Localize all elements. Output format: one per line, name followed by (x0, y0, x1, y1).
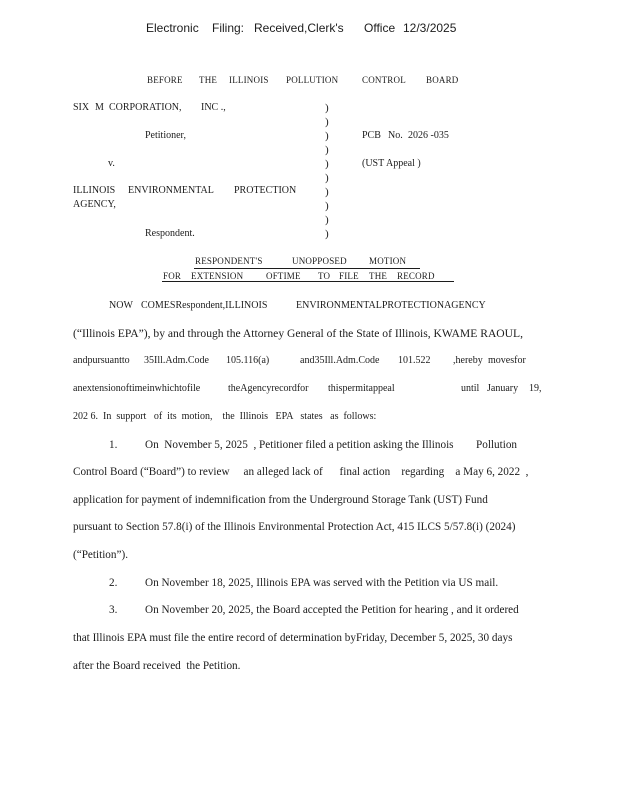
respondent-name: PROTECTION (234, 185, 297, 196)
intro-text: thispermitappeal (328, 383, 395, 394)
petitioner-label: Petitioner, (145, 130, 186, 141)
paragraph-text: that Illinois EPA must file the entire record of determination byFriday, December 5, 2025, 30 days (73, 632, 513, 644)
intro-text: COMESRespondent,ILLINOIS (141, 300, 268, 311)
paragraph-text: Pollution (476, 439, 518, 451)
case-number-no: No. (388, 130, 403, 141)
intro-text: anextensionoftimeinwhichtofile (73, 383, 201, 394)
motion-title-word: EXTENSION (191, 271, 244, 281)
intro-text: ,hereby (453, 355, 483, 366)
paragraph-text: pursuant to Section 57.8(i) of the Illinois Environmental Protection Act, 415 ILCS 5/57.8(i) (2024) (73, 521, 516, 533)
petitioner-name: SIX (73, 102, 90, 113)
filing-header-electronic: Electronic (146, 21, 199, 35)
motion-title-word: OFTIME (266, 271, 301, 281)
petitioner-name: M (95, 102, 104, 113)
board-title-word: BOARD (426, 75, 459, 85)
board-title-word: ILLINOIS (229, 75, 269, 85)
paragraph-text: On November 18, 2025, Illinois EPA was served with the Petition via US mail. (145, 577, 499, 589)
case-number-value: 2026 -035 (408, 130, 449, 141)
paragraph-number: 1. (109, 439, 118, 451)
motion-title-word: UNOPPOSED (292, 256, 347, 266)
paragraph-text: application for payment of indemnification from the Underground Storage Tank (UST) Fund (73, 494, 488, 506)
caption-paren: ) (325, 200, 329, 212)
caption-paren: ) (325, 228, 329, 240)
intro-text: until (461, 383, 480, 394)
filing-header-received: Received,Clerk's (254, 21, 344, 35)
intro-text: (“Illinois EPA”), by and through the Attorney General of the State of Illinois, KWAME RAOUL, (73, 327, 524, 340)
respondent-name: ILLINOIS (73, 185, 116, 196)
case-type: (UST Appeal ) (362, 158, 421, 169)
case-number-pcb: PCB (362, 130, 381, 141)
caption-paren: ) (325, 144, 329, 156)
paragraph-text: after the Board received the Petition. (73, 660, 241, 672)
intro-text: 101.522 (398, 355, 431, 366)
motion-title-word: RECORD (397, 271, 435, 281)
intro-text: theAgencyrecordfor (228, 383, 309, 394)
petitioner-name: INC ., (201, 102, 226, 113)
intro-text: 202 6. In support of its motion, the Illinois EPA states as follows: (73, 411, 377, 422)
respondent-label: Respondent. (145, 228, 195, 239)
motion-title-word: MOTION (369, 256, 407, 266)
caption-paren: ) (325, 172, 329, 184)
paragraph-text: On November 5, 2025 , Petitioner filed a petition asking the Illinois (145, 439, 454, 451)
intro-text: January (487, 383, 519, 394)
intro-text: and35Ill.Adm.Code (300, 355, 380, 366)
motion-title-underline-1 (194, 268, 420, 269)
board-title-word: POLLUTION (286, 75, 339, 85)
intro-text: movesfor (488, 355, 526, 366)
motion-title-underline-2 (162, 281, 454, 282)
paragraph-number: 2. (109, 577, 118, 589)
caption-paren: ) (325, 116, 329, 128)
respondent-name: AGENCY, (73, 199, 116, 210)
board-title-word: THE (199, 75, 218, 85)
paragraph-text: Control Board (“Board”) to review an alleged lack of final action regarding a May 6, 2022 , (73, 466, 529, 478)
caption-paren: ) (325, 102, 329, 114)
board-title-word: BEFORE (147, 75, 183, 85)
filing-header-filing: Filing: (212, 21, 245, 35)
paragraph-number: 3. (109, 604, 118, 616)
filing-header-date: 12/3/2025 (403, 21, 457, 35)
caption-paren: ) (325, 158, 329, 170)
motion-title-word: TO (318, 271, 331, 281)
caption-paren: ) (325, 214, 329, 226)
intro-text: 19, (529, 383, 542, 394)
paragraph-text: On November 20, 2025, the Board accepted the Petition for hearing , and it ordered (145, 604, 519, 616)
intro-text: 105.116(a) (226, 355, 270, 366)
intro-text: ENVIRONMENTALPROTECTIONAGENCY (296, 300, 486, 311)
paragraph-text: (“Petition”). (73, 549, 128, 561)
motion-title-word: FILE (339, 271, 359, 281)
filing-header-office: Office (364, 21, 396, 35)
motion-title-word: FOR (163, 271, 182, 281)
caption-paren: ) (325, 186, 329, 198)
respondent-name: ENVIRONMENTAL (128, 185, 214, 196)
intro-text: NOW (109, 300, 133, 311)
caption-paren: ) (325, 130, 329, 142)
petitioner-name: CORPORATION, (109, 102, 182, 113)
versus: v. (108, 158, 115, 169)
motion-title-word: RESPONDENT'S (195, 256, 263, 266)
motion-title-word: THE (369, 271, 388, 281)
intro-text: 35Ill.Adm.Code (144, 355, 209, 366)
board-title-word: CONTROL (362, 75, 406, 85)
intro-text: andpursuantto (73, 355, 130, 366)
